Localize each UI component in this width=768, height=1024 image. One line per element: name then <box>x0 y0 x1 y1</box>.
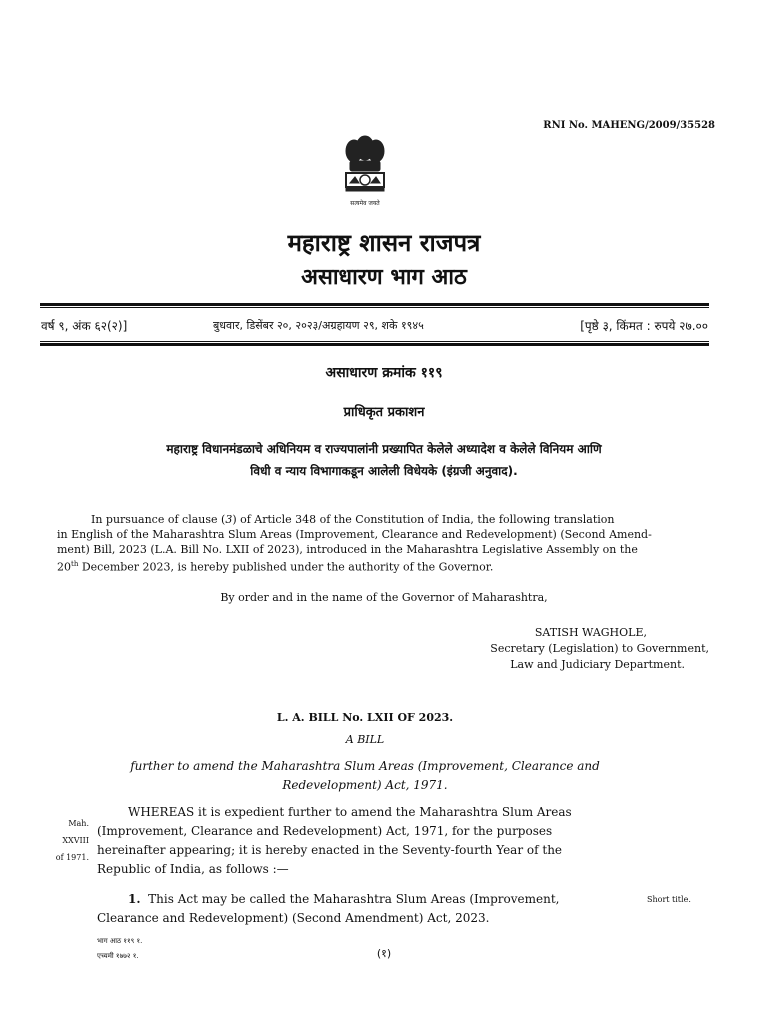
signatory-name: SATISH WAGHOLE, <box>534 626 647 639</box>
rni-number: RNI No. MAHENG/2009/35528 <box>543 120 715 131</box>
bottom-rule <box>40 343 709 346</box>
issue-volume: वर्ष ९, अंक ६२(२)] <box>41 319 128 333</box>
act-reference-margin: Mah. XXVIII of 1971. <box>55 819 89 862</box>
bill-purpose-2: Redevelopment) Act, 1971. <box>282 778 448 792</box>
issue-price: [पृष्ठे ३, किंमत : रुपये २७.०० <box>580 319 708 333</box>
extraordinary-serial: असाधारण क्रमांक ११९ <box>325 365 443 381</box>
top-rule-thin <box>40 307 709 308</box>
bottom-rule-thin <box>40 341 709 342</box>
bill-purpose-1: further to amend the Maharashtra Slum Areas (Improvement, Clearance and <box>130 759 600 773</box>
pursuance-paragraph: In pursuance of clause (3) of Article 348 of the Constitution of India, the following translation in English of the Maharashtra Slum Areas (Improvement, Clearance and Redevelopment) (Second Amend- ment) Bill, 2023 (L.A. Bill No. LXII of 2023), introduced in the Maharashtra Legislative Assembly on the 20th December 2023, is hereby published under the authority of the Governor. <box>57 513 652 574</box>
authority-line: प्राधिकृत प्रकाशन <box>343 405 425 420</box>
page-number: (१) <box>376 947 392 960</box>
issue-date: बुधवार, डिसेंबर २०, २०२३/अग्रहायण २९, शके १९४५ <box>213 319 424 332</box>
subject-line-2: विधी व न्याय विभागाकडून आलेली विधेयके (इंग्रजी अनुवाद). <box>250 464 518 478</box>
subject-line-1: महाराष्ट्र विधानमंडळाचे अधिनियम व राज्यपालांनी प्रख्यापित केलेले अध्यादेश व केलेले विनियम आणि <box>166 442 602 456</box>
short-title-margin: Short title. <box>647 895 691 904</box>
signatory-department: Law and Judiciary Department. <box>510 658 685 671</box>
bill-number: L. A. BILL No. LXII OF 2023. <box>276 711 454 724</box>
gazette-title: महाराष्ट्र शासन राजपत्र <box>287 229 481 257</box>
order-line: By order and in the name of the Governor of Maharashtra, <box>220 591 548 604</box>
top-rule <box>40 303 709 306</box>
footer-note-2: एच्यमी १७७२ १. <box>97 952 139 960</box>
section-number: 1. <box>128 892 141 906</box>
bill-label: A BILL <box>345 733 385 746</box>
footer-note-1: भाग आठ ११९ १. <box>97 937 143 945</box>
signature-block <box>380 625 709 673</box>
signatory-title: Secretary (Legislation) to Government, <box>490 642 709 655</box>
emblem-motto: सत्यमेव जयते <box>350 200 380 207</box>
section-1: 1. This Act may be called the Maharashtra Slum Areas (Improvement, Clearance and Redevelopment) (Second Amendment) Act, 2023. <box>97 892 560 925</box>
preamble: WHEREAS it is expedient further to amend the Maharashtra Slum Areas (Improvement, Clearance and Redevelopment) Act, 1971, for the purposes hereinafter appearing; it is hereby enacted in the Seventy-fourth Year of the Republic of India, as follows :— <box>97 805 572 876</box>
gazette-subtitle: असाधारण भाग आठ <box>301 265 467 290</box>
